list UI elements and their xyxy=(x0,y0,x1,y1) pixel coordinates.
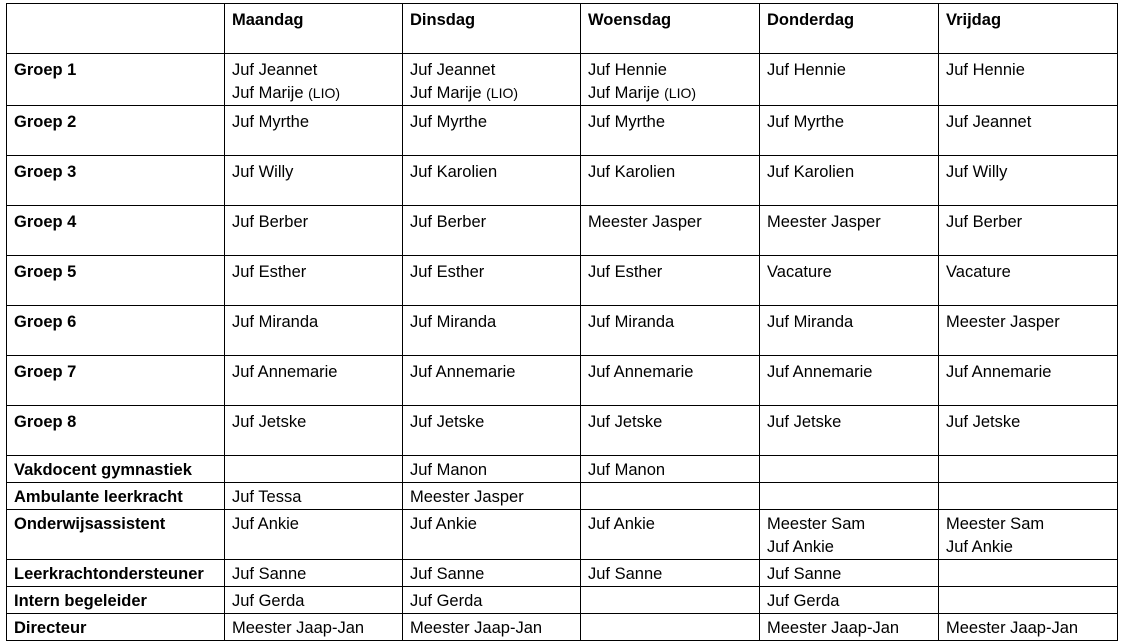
staff-name xyxy=(232,411,395,434)
staff-name xyxy=(588,161,752,184)
staff-name xyxy=(588,82,752,105)
schedule-cell-monday xyxy=(225,156,403,206)
table-row xyxy=(7,206,1118,256)
schedule-cell-thursday xyxy=(760,587,939,614)
corner-cell xyxy=(7,4,225,54)
staff-name xyxy=(588,513,752,536)
staff-name xyxy=(410,261,573,284)
lio-label: (LIO) xyxy=(486,85,519,101)
staff-name xyxy=(410,361,573,384)
staff-name xyxy=(946,513,1110,536)
staff-name xyxy=(410,563,573,586)
schedule-cell-tuesday xyxy=(403,54,581,106)
staff-name-text: Juf Ankie xyxy=(232,515,299,533)
row-label: Groep 3 xyxy=(7,156,225,206)
staff-name-text: Juf Marije xyxy=(588,84,660,102)
staff-name-text: Juf Berber xyxy=(946,213,1023,231)
schedule-cell-wednesday xyxy=(581,156,760,206)
staff-name xyxy=(232,211,395,234)
staff-name-text: Meester Jaap-Jan xyxy=(946,619,1079,637)
row-label: Onderwijsassistent xyxy=(7,510,225,560)
staff-name xyxy=(410,411,573,434)
staff-name-text: Meester Jaap-Jan xyxy=(232,619,365,637)
table-row xyxy=(7,306,1118,356)
day-header-wednesday: Woensdag xyxy=(581,4,760,54)
staff-name-text: Juf Hennie xyxy=(767,61,846,79)
schedule-cell-thursday xyxy=(760,456,939,483)
staff-name xyxy=(410,590,573,613)
schedule-cell-thursday xyxy=(760,406,939,456)
schedule-cell-friday xyxy=(939,206,1118,256)
staff-name xyxy=(767,536,931,559)
staff-name-text: Juf Sanne xyxy=(232,565,307,583)
staff-schedule-table xyxy=(6,3,1118,641)
staff-name-text: Juf Gerda xyxy=(410,592,483,610)
staff-name xyxy=(767,617,931,640)
schedule-cell-thursday xyxy=(760,306,939,356)
staff-name xyxy=(946,59,1110,82)
schedule-cell-monday xyxy=(225,256,403,306)
schedule-cell-thursday xyxy=(760,54,939,106)
staff-name-text: Juf Sanne xyxy=(588,565,663,583)
schedule-cell-wednesday xyxy=(581,406,760,456)
staff-name xyxy=(588,111,752,134)
schedule-cell-wednesday xyxy=(581,483,760,510)
schedule-cell-monday xyxy=(225,206,403,256)
schedule-cell-tuesday xyxy=(403,510,581,560)
staff-name-text: Juf Miranda xyxy=(767,313,854,331)
staff-name xyxy=(767,361,931,384)
staff-name-text: Juf Jetske xyxy=(410,413,485,431)
staff-name-text: Juf Jeannet xyxy=(232,61,318,79)
staff-name-text: Juf Sanne xyxy=(767,565,842,583)
staff-name xyxy=(588,411,752,434)
staff-name-text: Juf Willy xyxy=(232,163,294,181)
schedule-cell-thursday xyxy=(760,256,939,306)
staff-name-text: Meester Sam xyxy=(946,515,1045,533)
table-row xyxy=(7,587,1118,614)
schedule-cell-tuesday xyxy=(403,406,581,456)
table-row xyxy=(7,614,1118,641)
schedule-cell-friday xyxy=(939,54,1118,106)
schedule-cell-wednesday xyxy=(581,106,760,156)
schedule-cell-monday xyxy=(225,614,403,641)
schedule-cell-monday xyxy=(225,456,403,483)
staff-name xyxy=(232,311,395,334)
staff-name-text: Juf Hennie xyxy=(946,61,1025,79)
staff-name xyxy=(232,590,395,613)
staff-name-text: Meester Jasper xyxy=(588,213,702,231)
schedule-cell-friday xyxy=(939,256,1118,306)
schedule-cell-monday xyxy=(225,106,403,156)
staff-name-text: Vacature xyxy=(767,263,832,281)
staff-name-text: Juf Berber xyxy=(410,213,487,231)
staff-name-text: Juf Marije xyxy=(410,84,482,102)
table-row xyxy=(7,156,1118,206)
row-label: Groep 5 xyxy=(7,256,225,306)
row-label: Vakdocent gymnastiek xyxy=(7,456,225,483)
staff-name-text: Juf Karolien xyxy=(767,163,855,181)
staff-name xyxy=(946,161,1110,184)
row-label: Groep 7 xyxy=(7,356,225,406)
row-label: Directeur xyxy=(7,614,225,641)
staff-name xyxy=(767,563,931,586)
staff-name xyxy=(767,590,931,613)
staff-name-text: Juf Jeannet xyxy=(410,61,496,79)
schedule-cell-tuesday xyxy=(403,614,581,641)
schedule-cell-friday xyxy=(939,560,1118,587)
staff-name xyxy=(232,486,395,509)
staff-name-text: Juf Myrthe xyxy=(767,113,845,131)
row-label: Groep 2 xyxy=(7,106,225,156)
schedule-cell-friday xyxy=(939,510,1118,560)
schedule-cell-friday xyxy=(939,406,1118,456)
staff-name xyxy=(946,361,1110,384)
staff-name xyxy=(767,161,931,184)
schedule-cell-tuesday xyxy=(403,206,581,256)
staff-name-text: Juf Sanne xyxy=(410,565,485,583)
staff-name-text: Juf Ankie xyxy=(767,538,834,556)
schedule-cell-tuesday xyxy=(403,106,581,156)
staff-name-text: Juf Karolien xyxy=(410,163,498,181)
lio-label: (LIO) xyxy=(308,85,341,101)
row-label: Groep 6 xyxy=(7,306,225,356)
staff-name xyxy=(410,211,573,234)
staff-name-text: Juf Miranda xyxy=(232,313,319,331)
lio-label: (LIO) xyxy=(664,85,697,101)
schedule-cell-thursday xyxy=(760,560,939,587)
schedule-cell-thursday xyxy=(760,106,939,156)
row-label: Leerkrachtondersteuner xyxy=(7,560,225,587)
staff-name xyxy=(767,211,931,234)
table-row xyxy=(7,456,1118,483)
schedule-cell-tuesday xyxy=(403,356,581,406)
staff-name xyxy=(946,311,1110,334)
table-row xyxy=(7,106,1118,156)
schedule-cell-thursday xyxy=(760,483,939,510)
staff-name xyxy=(767,513,931,536)
staff-name-text: Vacature xyxy=(946,263,1011,281)
schedule-cell-monday xyxy=(225,510,403,560)
staff-name-text: Juf Tessa xyxy=(232,488,302,506)
schedule-body xyxy=(7,54,1118,641)
staff-name xyxy=(410,459,573,482)
staff-name xyxy=(410,161,573,184)
day-header-tuesday: Dinsdag xyxy=(403,4,581,54)
schedule-cell-monday xyxy=(225,560,403,587)
staff-name xyxy=(767,59,931,82)
schedule-cell-tuesday xyxy=(403,483,581,510)
schedule-cell-tuesday xyxy=(403,587,581,614)
staff-name-text: Meester Sam xyxy=(767,515,866,533)
schedule-cell-wednesday xyxy=(581,614,760,641)
table-row xyxy=(7,406,1118,456)
schedule-cell-wednesday xyxy=(581,510,760,560)
schedule-cell-friday xyxy=(939,614,1118,641)
staff-name xyxy=(232,563,395,586)
schedule-cell-friday xyxy=(939,156,1118,206)
staff-name-text: Juf Gerda xyxy=(767,592,840,610)
staff-name xyxy=(767,111,931,134)
staff-name xyxy=(588,361,752,384)
staff-name-text: Juf Manon xyxy=(410,461,488,479)
staff-name-text: Juf Manon xyxy=(588,461,666,479)
schedule-cell-friday xyxy=(939,456,1118,483)
staff-name xyxy=(588,261,752,284)
staff-name xyxy=(232,161,395,184)
schedule-cell-monday xyxy=(225,356,403,406)
staff-name-text: Juf Esther xyxy=(232,263,307,281)
staff-name xyxy=(588,59,752,82)
staff-name xyxy=(232,59,395,82)
staff-name xyxy=(410,59,573,82)
table-row xyxy=(7,560,1118,587)
schedule-cell-tuesday xyxy=(403,306,581,356)
staff-name-text: Juf Annemarie xyxy=(588,363,694,381)
staff-name xyxy=(410,111,573,134)
day-header-thursday: Donderdag xyxy=(760,4,939,54)
staff-name xyxy=(946,261,1110,284)
staff-name xyxy=(410,513,573,536)
schedule-cell-thursday xyxy=(760,206,939,256)
staff-name-text: Juf Jetske xyxy=(767,413,842,431)
schedule-cell-wednesday xyxy=(581,356,760,406)
staff-name-text: Meester Jasper xyxy=(767,213,881,231)
staff-name xyxy=(410,486,573,509)
staff-name xyxy=(946,536,1110,559)
staff-name-text: Juf Jetske xyxy=(588,413,663,431)
schedule-cell-thursday xyxy=(760,510,939,560)
schedule-cell-thursday xyxy=(760,156,939,206)
row-label: Groep 8 xyxy=(7,406,225,456)
staff-name-text: Juf Marije xyxy=(232,84,304,102)
staff-name xyxy=(767,411,931,434)
staff-name-text: Juf Berber xyxy=(232,213,309,231)
staff-name-text: Juf Jetske xyxy=(946,413,1021,431)
staff-name xyxy=(767,261,931,284)
staff-name-text: Juf Ankie xyxy=(946,538,1013,556)
row-label: Ambulante leerkracht xyxy=(7,483,225,510)
staff-name xyxy=(946,211,1110,234)
schedule-cell-monday xyxy=(225,54,403,106)
day-header-friday: Vrijdag xyxy=(939,4,1118,54)
staff-name xyxy=(410,617,573,640)
staff-name-text: Meester Jasper xyxy=(946,313,1060,331)
staff-name xyxy=(588,211,752,234)
schedule-cell-monday xyxy=(225,406,403,456)
staff-name-text: Meester Jasper xyxy=(410,488,524,506)
row-label: Groep 4 xyxy=(7,206,225,256)
staff-name-text: Juf Willy xyxy=(946,163,1008,181)
staff-name xyxy=(767,311,931,334)
schedule-cell-tuesday xyxy=(403,456,581,483)
staff-name-text: Juf Miranda xyxy=(588,313,675,331)
schedule-cell-monday xyxy=(225,587,403,614)
schedule-cell-thursday xyxy=(760,614,939,641)
staff-name xyxy=(232,617,395,640)
schedule-cell-friday xyxy=(939,306,1118,356)
staff-name-text: Meester Jaap-Jan xyxy=(410,619,543,637)
table-row xyxy=(7,483,1118,510)
header-row xyxy=(7,4,1118,54)
staff-name-text: Juf Myrthe xyxy=(588,113,666,131)
schedule-cell-wednesday xyxy=(581,456,760,483)
staff-name-text: Juf Ankie xyxy=(410,515,477,533)
schedule-cell-thursday xyxy=(760,356,939,406)
schedule-cell-friday xyxy=(939,356,1118,406)
table-row xyxy=(7,54,1118,106)
row-label: Intern begeleider xyxy=(7,587,225,614)
staff-name-text: Juf Annemarie xyxy=(946,363,1052,381)
staff-name-text: Juf Annemarie xyxy=(767,363,873,381)
schedule-cell-tuesday xyxy=(403,560,581,587)
staff-name-text: Juf Myrthe xyxy=(232,113,310,131)
staff-name xyxy=(410,82,573,105)
staff-name-text: Juf Jetske xyxy=(232,413,307,431)
table-row xyxy=(7,256,1118,306)
schedule-cell-wednesday xyxy=(581,560,760,587)
schedule-cell-friday xyxy=(939,587,1118,614)
schedule-cell-monday xyxy=(225,306,403,356)
staff-name-text: Juf Esther xyxy=(410,263,485,281)
staff-name-text: Juf Annemarie xyxy=(232,363,338,381)
staff-name xyxy=(946,617,1110,640)
schedule-cell-friday xyxy=(939,106,1118,156)
staff-name xyxy=(410,311,573,334)
schedule-cell-tuesday xyxy=(403,156,581,206)
schedule-cell-wednesday xyxy=(581,587,760,614)
staff-name-text: Meester Jaap-Jan xyxy=(767,619,900,637)
row-label: Groep 1 xyxy=(7,54,225,106)
staff-name xyxy=(588,459,752,482)
staff-name xyxy=(232,111,395,134)
day-header-monday: Maandag xyxy=(225,4,403,54)
staff-name-text: Juf Esther xyxy=(588,263,663,281)
schedule-cell-wednesday xyxy=(581,306,760,356)
table-row xyxy=(7,510,1118,560)
table-row xyxy=(7,356,1118,406)
staff-name xyxy=(946,411,1110,434)
staff-name xyxy=(232,513,395,536)
staff-name xyxy=(232,361,395,384)
staff-name-text: Juf Jeannet xyxy=(946,113,1032,131)
staff-name xyxy=(232,82,395,105)
staff-name-text: Juf Karolien xyxy=(588,163,676,181)
staff-name-text: Juf Myrthe xyxy=(410,113,488,131)
staff-name-text: Juf Annemarie xyxy=(410,363,516,381)
schedule-cell-wednesday xyxy=(581,256,760,306)
schedule-cell-wednesday xyxy=(581,206,760,256)
schedule-cell-wednesday xyxy=(581,54,760,106)
staff-name xyxy=(232,261,395,284)
schedule-cell-monday xyxy=(225,483,403,510)
staff-name-text: Juf Miranda xyxy=(410,313,497,331)
staff-name xyxy=(588,563,752,586)
staff-name xyxy=(588,311,752,334)
schedule-cell-friday xyxy=(939,483,1118,510)
staff-name-text: Juf Gerda xyxy=(232,592,305,610)
staff-name-text: Juf Hennie xyxy=(588,61,667,79)
staff-name-text: Juf Ankie xyxy=(588,515,655,533)
schedule-cell-tuesday xyxy=(403,256,581,306)
staff-name xyxy=(946,111,1110,134)
